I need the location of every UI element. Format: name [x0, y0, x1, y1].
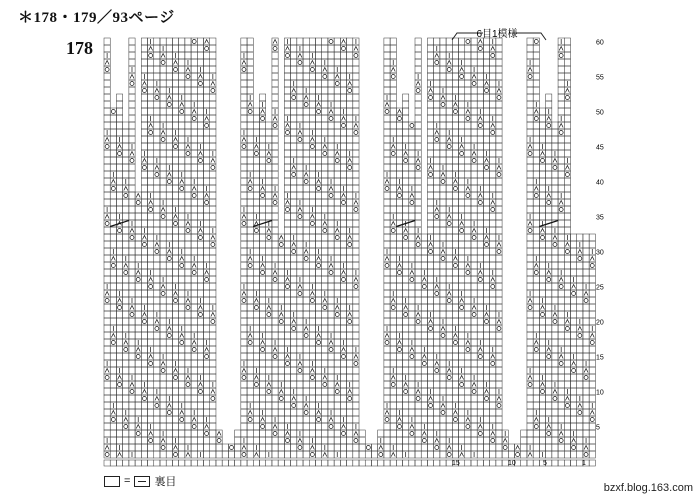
repeat-label: 6目1模様 [476, 29, 518, 40]
watermark: bzxf.blog.163.com [603, 482, 693, 494]
pattern-number: 178 [66, 38, 93, 58]
chart-grid [104, 38, 595, 466]
legend [104, 473, 176, 489]
legend-equals: = [124, 475, 131, 487]
row-number: 60 [596, 39, 604, 47]
row-number: 55 [596, 74, 604, 82]
column-number: 1 [582, 460, 586, 467]
column-number: 5 [543, 460, 547, 467]
row-number: 50 [596, 109, 604, 117]
row-number: 40 [596, 179, 604, 187]
row-numbers [596, 40, 604, 432]
row-number: 35 [596, 214, 604, 222]
row-number: 20 [596, 319, 604, 327]
page-title: ＊178・179／93ページ [18, 10, 175, 26]
column-number: 10 [508, 460, 516, 467]
empty-square-icon [104, 476, 120, 487]
row-number: 10 [596, 389, 604, 397]
row-number: 25 [596, 284, 604, 292]
row-number: 30 [596, 249, 604, 257]
row-number: 15 [596, 354, 604, 362]
column-number: 15 [452, 460, 460, 467]
legend-purl-label: 裏目 [154, 476, 177, 488]
row-number: 5 [596, 424, 600, 432]
purl-dash-icon [134, 476, 150, 487]
row-number: 45 [596, 144, 604, 152]
